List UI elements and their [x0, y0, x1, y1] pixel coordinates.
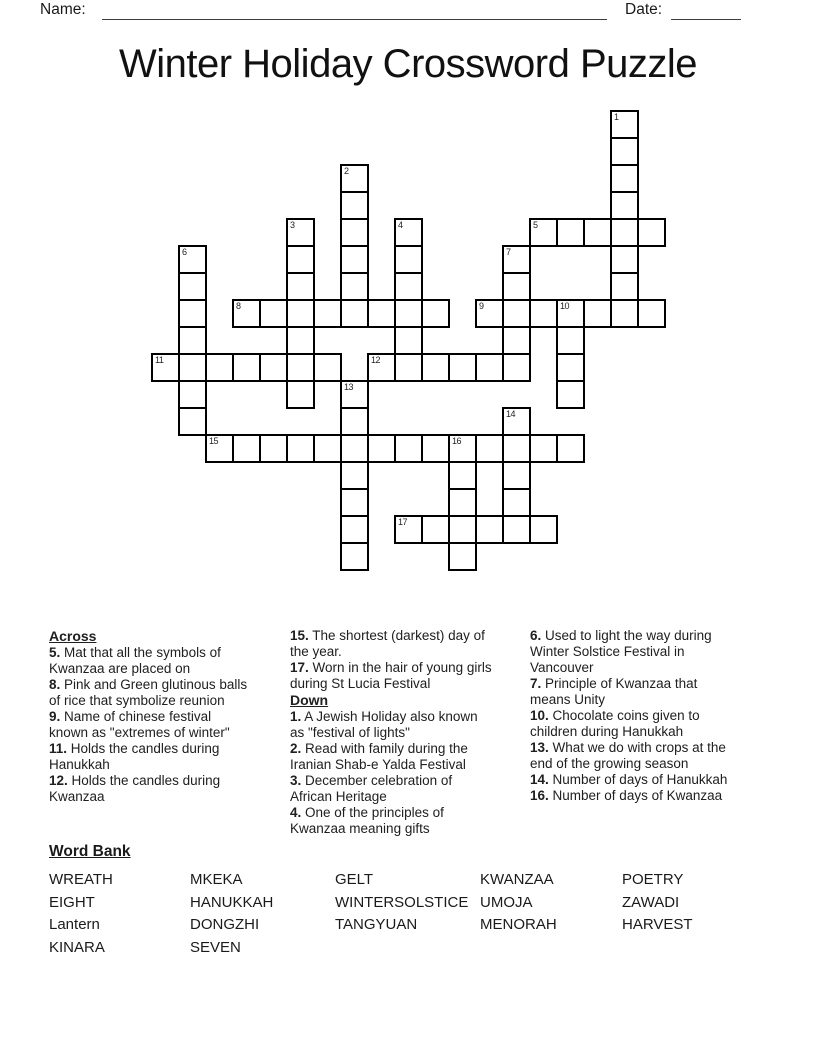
grid-cell-r13c13[interactable] — [502, 461, 531, 490]
clue-column-middle — [290, 628, 492, 837]
word-bank-word-wintersolstice: WINTERSOLSTICE — [335, 893, 469, 911]
grid-cell-r4c17[interactable] — [610, 218, 639, 247]
word-bank-word-gelt: GELT — [335, 871, 374, 888]
clue-1: 1. A Jewish Holiday also known as "festival of lights" — [290, 709, 478, 740]
grid-cell-r12c11[interactable] — [448, 434, 477, 463]
clue-number: 4. — [290, 805, 302, 820]
grid-cell-r15c7[interactable] — [340, 515, 369, 544]
crossword-grid — [151, 110, 666, 571]
cell-number-6: 6 — [182, 247, 187, 257]
grid-cell-r15c11[interactable] — [448, 515, 477, 544]
clue-number: 2. — [290, 741, 302, 756]
grid-cell-r9c13[interactable] — [502, 353, 531, 382]
cell-number-17: 17 — [398, 517, 408, 527]
word-bank-word-mkeka: MKEKA — [190, 871, 243, 888]
grid-cell-r12c2[interactable] — [205, 434, 234, 463]
grid-cell-r2c7[interactable] — [340, 164, 369, 193]
grid-cell-r9c15[interactable] — [556, 353, 585, 382]
grid-cell-r14c11[interactable] — [448, 488, 477, 517]
cell-number-10: 10 — [560, 301, 570, 311]
word-bank-heading: Word Bank — [49, 843, 131, 860]
grid-cell-r0c17[interactable] — [610, 110, 639, 139]
clues-heading-down: Down — [290, 692, 329, 708]
cell-number-1: 1 — [614, 112, 619, 122]
grid-cell-r12c6[interactable] — [313, 434, 342, 463]
grid-cell-r6c13[interactable] — [502, 272, 531, 301]
grid-cell-r7c8[interactable] — [367, 299, 396, 328]
grid-cell-r15c13[interactable] — [502, 515, 531, 544]
clue-11: 11. Holds the candles during Hanukkah — [49, 741, 220, 772]
grid-cell-r5c1[interactable] — [178, 245, 207, 274]
grid-cell-r9c9[interactable] — [394, 353, 423, 382]
grid-cell-r11c7[interactable] — [340, 407, 369, 436]
date-label: Date: — [625, 1, 663, 18]
grid-cell-r10c15[interactable] — [556, 380, 585, 409]
grid-cell-r14c7[interactable] — [340, 488, 369, 517]
grid-cell-r9c11[interactable] — [448, 353, 477, 382]
clue-7: 7. Principle of Kwanzaa that means Unity — [530, 676, 698, 707]
grid-cell-r15c10[interactable] — [421, 515, 450, 544]
grid-cell-r8c1[interactable] — [178, 326, 207, 355]
word-bank-word-hanukkah: HANUKKAH — [190, 893, 274, 911]
grid-cell-r9c2[interactable] — [205, 353, 234, 382]
clue-3: 3. December celebration of African Heritage — [290, 773, 453, 804]
date-writein-line[interactable] — [671, 2, 741, 20]
grid-cell-r7c9[interactable] — [394, 299, 423, 328]
word-bank-word-harvest: HARVEST — [622, 916, 693, 934]
clue-8: 8. Pink and Green glutinous balls of rice that symbolize reunion — [49, 677, 248, 708]
cell-number-7: 7 — [506, 247, 511, 257]
word-bank — [49, 843, 769, 959]
grid-cell-r12c15[interactable] — [556, 434, 585, 463]
grid-cell-r9c3[interactable] — [232, 353, 261, 382]
grid-cell-r13c11[interactable] — [448, 461, 477, 490]
grid-cell-r6c17[interactable] — [610, 272, 639, 301]
grid-cell-r7c17[interactable] — [610, 299, 639, 328]
grid-cell-r8c5[interactable] — [286, 326, 315, 355]
grid-cell-r3c17[interactable] — [610, 191, 639, 220]
grid-cell-r10c7[interactable] — [340, 380, 369, 409]
clue-10: 10. Chocolate coins given to children during Hanukkah — [530, 708, 700, 739]
grid-cell-r4c15[interactable] — [556, 218, 585, 247]
clue-number: 12. — [49, 773, 68, 788]
word-bank-word-kinara: KINARA — [49, 938, 105, 956]
clue-number: 9. — [49, 709, 61, 724]
word-bank-word-lantern: Lantern — [49, 916, 100, 934]
word-bank-word-zawadi: ZAWADI — [622, 893, 680, 911]
grid-cell-r2c17[interactable] — [610, 164, 639, 193]
word-bank-word-kwanzaa: KWANZAA — [480, 871, 554, 888]
grid-cell-r9c12[interactable] — [475, 353, 504, 382]
grid-cell-r9c4[interactable] — [259, 353, 288, 382]
clue-number: 3. — [290, 773, 302, 788]
clue-16: 16. Number of days of Kwanzaa — [530, 788, 723, 803]
grid-cell-r11c13[interactable] — [502, 407, 531, 436]
clue-column-down — [530, 628, 737, 804]
grid-cell-r4c7[interactable] — [340, 218, 369, 247]
grid-cell-r5c13[interactable] — [502, 245, 531, 274]
grid-cell-r12c13[interactable] — [502, 434, 531, 463]
grid-cell-r7c10[interactable] — [421, 299, 450, 328]
clue-9: 9. Name of chinese festival known as "extremes of winter" — [49, 709, 230, 740]
clue-number: 16. — [530, 788, 549, 803]
grid-cell-r4c5[interactable] — [286, 218, 315, 247]
clue-number: 14. — [530, 772, 549, 787]
grid-cell-r6c5[interactable] — [286, 272, 315, 301]
grid-cell-r12c3[interactable] — [232, 434, 261, 463]
cell-number-16: 16 — [452, 436, 462, 446]
cell-number-15: 15 — [209, 436, 219, 446]
clue-2: 2. Read with family during the Iranian Shab-e Yalda Festival — [290, 741, 468, 772]
grid-cell-r12c14[interactable] — [529, 434, 558, 463]
word-bank-word-poetry: POETRY — [622, 871, 684, 888]
grid-cell-r7c3[interactable] — [232, 299, 261, 328]
word-bank-word-umoja: UMOJA — [480, 893, 533, 911]
grid-cell-r15c12[interactable] — [475, 515, 504, 544]
grid-cell-r5c9[interactable] — [394, 245, 423, 274]
cell-number-11: 11 — [155, 355, 164, 365]
clue-number: 17. — [290, 660, 309, 675]
grid-cell-r9c8[interactable] — [367, 353, 396, 382]
grid-cell-r5c5[interactable] — [286, 245, 315, 274]
clue-number: 15. — [290, 628, 309, 643]
grid-cell-r7c15[interactable] — [556, 299, 585, 328]
grid-cell-r5c7[interactable] — [340, 245, 369, 274]
cell-number-8: 8 — [236, 301, 241, 311]
cell-number-3: 3 — [290, 220, 295, 230]
grid-cell-r4c18[interactable] — [637, 218, 666, 247]
grid-cell-r12c5[interactable] — [286, 434, 315, 463]
grid-cell-r9c0[interactable] — [151, 353, 180, 382]
cell-number-9: 9 — [479, 301, 484, 311]
clue-number: 1. — [290, 709, 302, 724]
clue-number: 8. — [49, 677, 61, 692]
grid-cell-r6c1[interactable] — [178, 272, 207, 301]
cell-number-2: 2 — [344, 166, 349, 176]
cell-number-14: 14 — [506, 409, 516, 419]
cell-number-5: 5 — [533, 220, 538, 230]
name-writein-line[interactable] — [102, 2, 607, 20]
clue-number: 5. — [49, 645, 61, 660]
grid-cell-r4c16[interactable] — [583, 218, 612, 247]
cell-number-12: 12 — [371, 355, 381, 365]
grid-cell-r7c4[interactable] — [259, 299, 288, 328]
grid-cell-r10c1[interactable] — [178, 380, 207, 409]
grid-cell-r1c17[interactable] — [610, 137, 639, 166]
word-bank-word-menorah: MENORAH — [480, 916, 557, 934]
cell-number-13: 13 — [344, 382, 354, 392]
grid-cell-r6c9[interactable] — [394, 272, 423, 301]
grid-cell-r4c14[interactable] — [529, 218, 558, 247]
grid-cell-r7c5[interactable] — [286, 299, 315, 328]
grid-cell-r7c18[interactable] — [637, 299, 666, 328]
clue-number: 10. — [530, 708, 549, 723]
grid-cell-r9c10[interactable] — [421, 353, 450, 382]
clue-number: 7. — [530, 676, 542, 691]
grid-cell-r7c13[interactable] — [502, 299, 531, 328]
grid-cell-r9c5[interactable] — [286, 353, 315, 382]
grid-cell-r7c7[interactable] — [340, 299, 369, 328]
grid-cell-r13c7[interactable] — [340, 461, 369, 490]
grid-cell-r16c11[interactable] — [448, 542, 477, 571]
grid-cell-r5c17[interactable] — [610, 245, 639, 274]
grid-cell-r12c8[interactable] — [367, 434, 396, 463]
grid-cell-r15c14[interactable] — [529, 515, 558, 544]
clue-6: 6. Used to light the way during Winter Solstice Festival in Vancouver — [530, 628, 712, 675]
grid-cell-r15c9[interactable] — [394, 515, 423, 544]
word-bank-word-eight: EIGHT — [49, 893, 95, 911]
name-label: Name: — [40, 1, 86, 18]
grid-cell-r14c13[interactable] — [502, 488, 531, 517]
grid-cell-r12c4[interactable] — [259, 434, 288, 463]
grid-cell-r6c7[interactable] — [340, 272, 369, 301]
grid-cell-r12c10[interactable] — [421, 434, 450, 463]
grid-cell-r12c7[interactable] — [340, 434, 369, 463]
clue-number: 11. — [49, 741, 68, 756]
grid-cell-r9c6[interactable] — [313, 353, 342, 382]
clues-heading-across: Across — [49, 628, 97, 644]
grid-cell-r11c1[interactable] — [178, 407, 207, 436]
clue-14: 14. Number of days of Hanukkah — [530, 772, 728, 787]
clue-number: 6. — [530, 628, 542, 643]
clue-17: 17. Worn in the hair of young girls during St Lucia Festival — [290, 660, 492, 691]
clue-5: 5. Mat that all the symbols of Kwanzaa are placed on — [49, 645, 221, 676]
grid-cell-r9c1[interactable] — [178, 353, 207, 382]
grid-cell-r7c1[interactable] — [178, 299, 207, 328]
clue-13: 13. What we do with crops at the end of the growing season — [530, 740, 726, 771]
grid-cell-r12c12[interactable] — [475, 434, 504, 463]
word-bank-word-dongzhi: DONGZHI — [190, 916, 260, 934]
clue-15: 15. The shortest (darkest) day of the year. — [290, 628, 485, 659]
grid-cell-r8c9[interactable] — [394, 326, 423, 355]
grid-cell-r7c12[interactable] — [475, 299, 504, 328]
page-title: Winter Holiday Crossword Puzzle — [118, 42, 697, 86]
clue-12: 12. Holds the candles during Kwanzaa — [49, 773, 221, 804]
grid-cell-r8c13[interactable] — [502, 326, 531, 355]
word-bank-word-seven: SEVEN — [190, 938, 241, 956]
clue-column-across — [49, 628, 248, 805]
grid-cell-r7c6[interactable] — [313, 299, 342, 328]
cell-number-4: 4 — [398, 220, 403, 230]
clue-number: 13. — [530, 740, 549, 755]
word-bank-list — [49, 869, 769, 959]
grid-cell-r3c7[interactable] — [340, 191, 369, 220]
grid-cell-r10c5[interactable] — [286, 380, 315, 409]
clue-4: 4. One of the principles of Kwanzaa meaning gifts — [290, 805, 444, 836]
word-bank-word-wreath: WREATH — [49, 871, 113, 888]
grid-cell-r4c9[interactable] — [394, 218, 423, 247]
word-bank-word-tangyuan: TANGYUAN — [335, 916, 418, 934]
grid-cell-r8c15[interactable] — [556, 326, 585, 355]
grid-cell-r12c9[interactable] — [394, 434, 423, 463]
grid-cell-r7c16[interactable] — [583, 299, 612, 328]
grid-cell-r7c14[interactable] — [529, 299, 558, 328]
grid-cell-r16c7[interactable] — [340, 542, 369, 571]
